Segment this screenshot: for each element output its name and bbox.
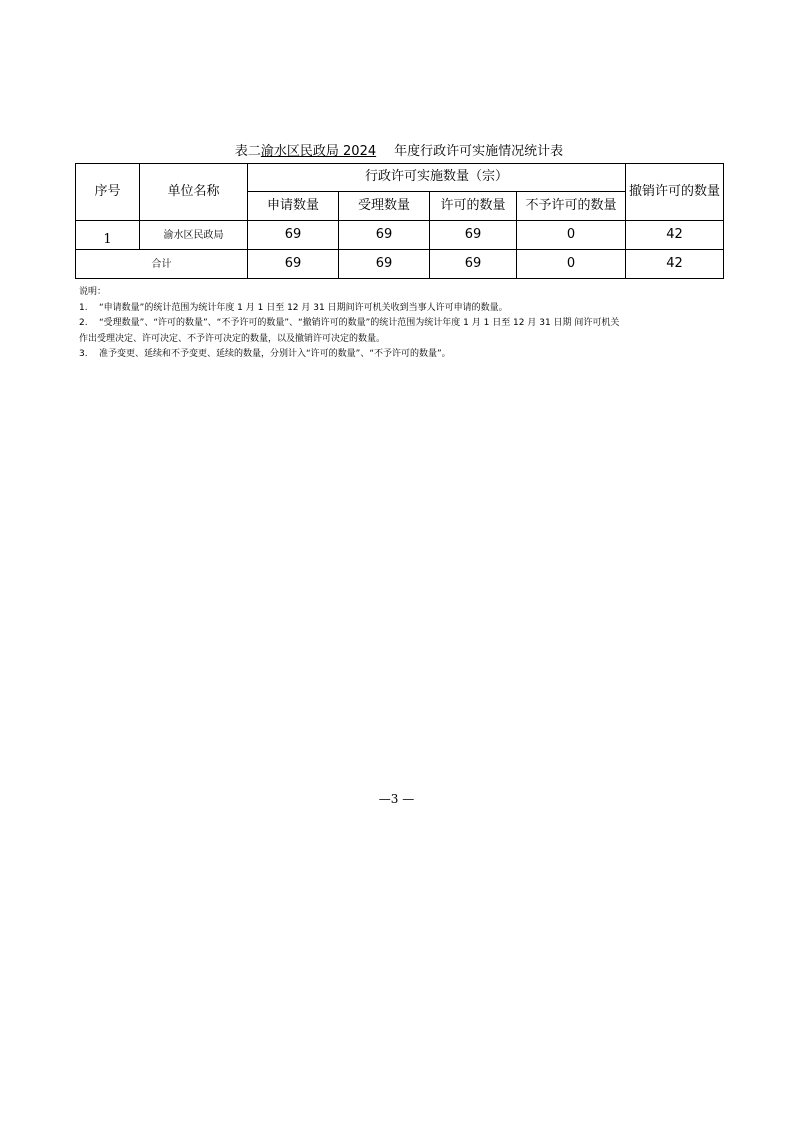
total-revoked: 42	[626, 250, 724, 279]
table-row	[76, 221, 724, 250]
note-1-text: “申请数量”的统计范围为统计年度 1 月 1 日至 12 月 31 日期间许可机关收到当事人许可申请的数量。	[99, 302, 508, 313]
title-org: 渝水区民政局	[260, 144, 339, 159]
total-denied: 0	[517, 250, 626, 279]
note-2-text-line1: “受理数量”、“许可的数量”、“不予许可的数量”、“撤销许可的数量”的统计范围为统计年度 1 月 1 日至 12 月 31 日期 间许可机关	[99, 318, 620, 328]
statistics-table	[75, 163, 724, 279]
cell-denied: 0	[517, 221, 626, 250]
header-permitted: 许可的数量	[430, 192, 517, 221]
total-row	[76, 250, 724, 279]
total-applied: 69	[248, 250, 339, 279]
note-2-text-line2: 作出受理决定、许可决定、不予许可决定的数量，以及撤销许可决定的数量。	[79, 333, 386, 344]
note-3-number: 3.	[79, 349, 88, 359]
note-2-number: 2.	[79, 318, 88, 328]
header-accepted: 受理数量	[339, 192, 430, 221]
notes	[79, 285, 749, 363]
note-3	[79, 347, 749, 363]
note-1-number: 1.	[79, 302, 88, 313]
title-suffix: 年度行政许可实施情况统计表	[394, 144, 564, 159]
note-3-text: 准予变更、延续和不予变更、延续的数量，分别计入“许可的数量”、“不予许可的数量”。	[99, 349, 451, 359]
total-permitted: 69	[430, 250, 517, 279]
header-denied: 不予许可的数量	[517, 192, 626, 221]
note-1	[79, 301, 749, 317]
header-unit: 单位名称	[140, 164, 248, 221]
cell-accepted: 69	[339, 221, 430, 250]
header-seq: 序号	[76, 164, 140, 221]
seq-value: 1	[103, 231, 112, 247]
total-label: 合计	[76, 250, 248, 279]
page-title	[75, 140, 723, 159]
header-applied: 申请数量	[248, 192, 339, 221]
cell-seq	[76, 221, 140, 250]
page-number: —3 —	[378, 792, 415, 806]
cell-revoked: 42	[626, 221, 724, 250]
total-accepted: 69	[339, 250, 430, 279]
cell-permitted: 69	[430, 221, 517, 250]
notes-heading: 说明：	[79, 287, 107, 297]
title-prefix: 表二	[234, 144, 261, 159]
header-group: 行政许可实施数量（宗）	[248, 164, 626, 192]
cell-unit: 渝水区民政局	[140, 221, 248, 250]
header-revoked: 撤销许可的数量	[626, 164, 724, 221]
cell-applied: 69	[248, 221, 339, 250]
note-2	[79, 316, 749, 332]
title-year: 2024	[343, 144, 377, 159]
header-row-top	[76, 164, 724, 192]
